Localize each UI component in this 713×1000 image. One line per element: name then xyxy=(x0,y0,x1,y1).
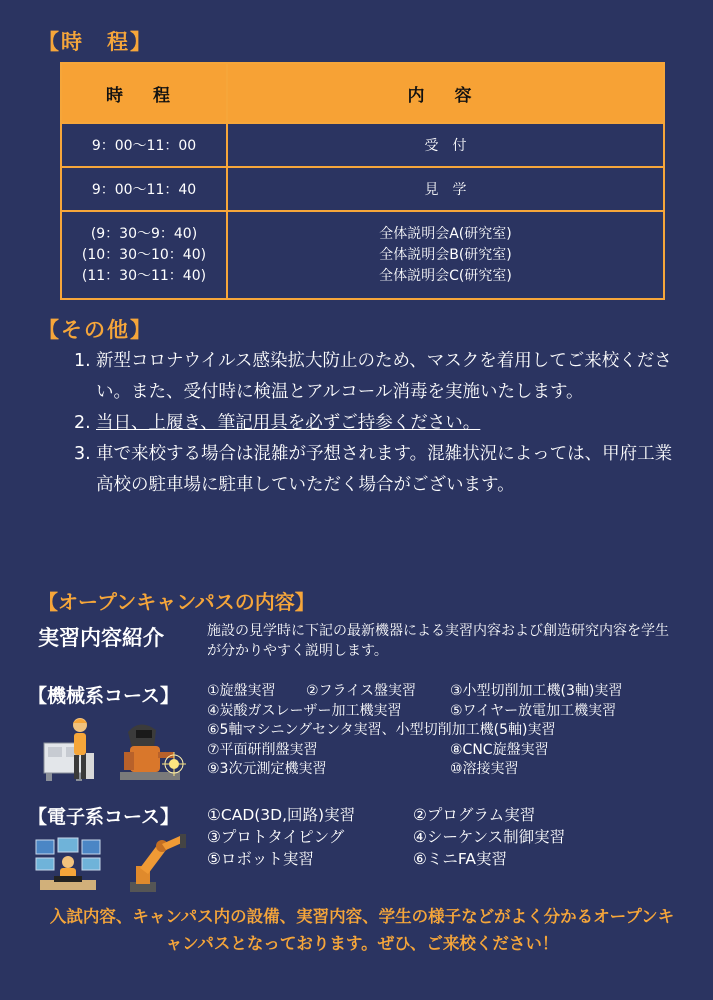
list-item xyxy=(207,804,536,826)
list-item xyxy=(74,408,674,439)
schedule-table xyxy=(60,62,665,300)
table-row xyxy=(61,167,664,211)
item-text: ⑤ワイヤー放電加工機実習 xyxy=(450,702,617,719)
item-text: ⑧CNC旋盤実習 xyxy=(450,741,549,758)
table-row xyxy=(61,123,664,167)
item-number: 1. xyxy=(74,351,91,371)
item-text: ⑨3次元測定機実習 xyxy=(207,761,327,777)
content-line: 全体説明会C(研究室) xyxy=(379,267,512,284)
item-text: ⑥ミニFA実習 xyxy=(413,850,507,868)
item-text: 当日、上履き、筆記用具を必ずご持参ください。 xyxy=(96,413,481,433)
time-cell: 9：00〜11：40 xyxy=(61,167,227,211)
item-text: ④炭酸ガスレーザー加工機実習 xyxy=(207,702,402,719)
list-item xyxy=(207,702,617,722)
electronics-course-list xyxy=(207,804,566,870)
col-header-content: 内 容 xyxy=(227,63,664,123)
item-text: 車で来校する場合は混雑が予想されます。混雑状況によっては、甲府工業高校の駐車場に駐車していただく場合がございます。 xyxy=(96,444,673,495)
content-cell: 受 付 xyxy=(227,123,664,167)
col-header-time: 時 程 xyxy=(61,63,227,123)
list-item xyxy=(207,721,555,741)
item-text: ②プログラム実習 xyxy=(413,806,536,824)
machinist-illustration-icon xyxy=(40,713,102,783)
content-line: 全体説明会B(研究室) xyxy=(379,246,512,263)
list-item xyxy=(207,826,566,848)
time-cell-multi xyxy=(61,211,227,299)
item-text: ①旋盤実習 xyxy=(207,683,276,699)
item-text: ③小型切削加工機(3軸)実習 xyxy=(450,683,623,699)
content-cell-multi xyxy=(227,211,664,299)
item-text: ②フライス盤実習 xyxy=(306,683,416,699)
item-number: 2. xyxy=(74,413,91,433)
notes-list xyxy=(74,346,674,501)
list-item xyxy=(74,346,674,408)
table-row xyxy=(61,211,664,299)
item-number: 3. xyxy=(74,444,91,464)
other-heading: 【その他】 xyxy=(38,318,153,342)
welder-illustration-icon xyxy=(110,712,190,784)
electronics-course-title: 【電子系コース】 xyxy=(28,806,180,828)
control-room-illustration-icon xyxy=(34,836,102,894)
mechanical-course-title: 【機械系コース】 xyxy=(28,685,180,707)
list-item xyxy=(207,848,507,870)
content-cell: 見 学 xyxy=(227,167,664,211)
content-line: 全体説明会A(研究室) xyxy=(379,225,512,242)
item-text: ③プロトタイピング xyxy=(207,828,345,846)
intro-title: 実習内容紹介 xyxy=(38,626,164,650)
list-item xyxy=(207,741,555,761)
item-text: ⑩溶接実習 xyxy=(450,761,519,777)
time-line: (10：30〜10：40) xyxy=(81,246,207,263)
intro-description: 施設の見学時に下記の最新機器による実習内容および創造研究内容を学生が分かりやすく説明します。 xyxy=(207,623,669,659)
open-campus-heading: 【オープンキャンパスの内容】 xyxy=(38,590,315,614)
item-text: ④シーケンス制御実習 xyxy=(413,828,566,846)
list-item xyxy=(207,682,623,702)
robot-arm-illustration-icon xyxy=(118,826,190,894)
item-text: 新型コロナウイルス感染拡大防止のため、マスクを着用してご来校ください。また、受付時に検温とアルコール消毒を実施いたします。 xyxy=(96,351,672,402)
item-text: ⑤ロボット実習 xyxy=(207,850,314,868)
time-line: (11：30〜11：40) xyxy=(81,267,207,284)
item-text: ⑥5軸マシニングセンタ実習、小型切削加工機(5軸)実習 xyxy=(207,722,556,738)
item-text: ⑦平面研削盤実習 xyxy=(207,741,318,758)
time-line: (9：30〜9：40) xyxy=(90,225,198,242)
list-item xyxy=(74,439,674,501)
closing-message: 入試内容、キャンパス内の設備、実習内容、学生の様子などがよく分かるオープンキャンパスとなっております。ぜひ、ご来校ください！ xyxy=(49,907,675,953)
time-cell: 9：00〜11：00 xyxy=(61,123,227,167)
mechanical-course-list xyxy=(207,682,623,780)
list-item xyxy=(207,760,555,780)
schedule-heading: 【時 程】 xyxy=(38,30,153,54)
item-text: ①CAD(3D,回路)実習 xyxy=(207,806,356,824)
